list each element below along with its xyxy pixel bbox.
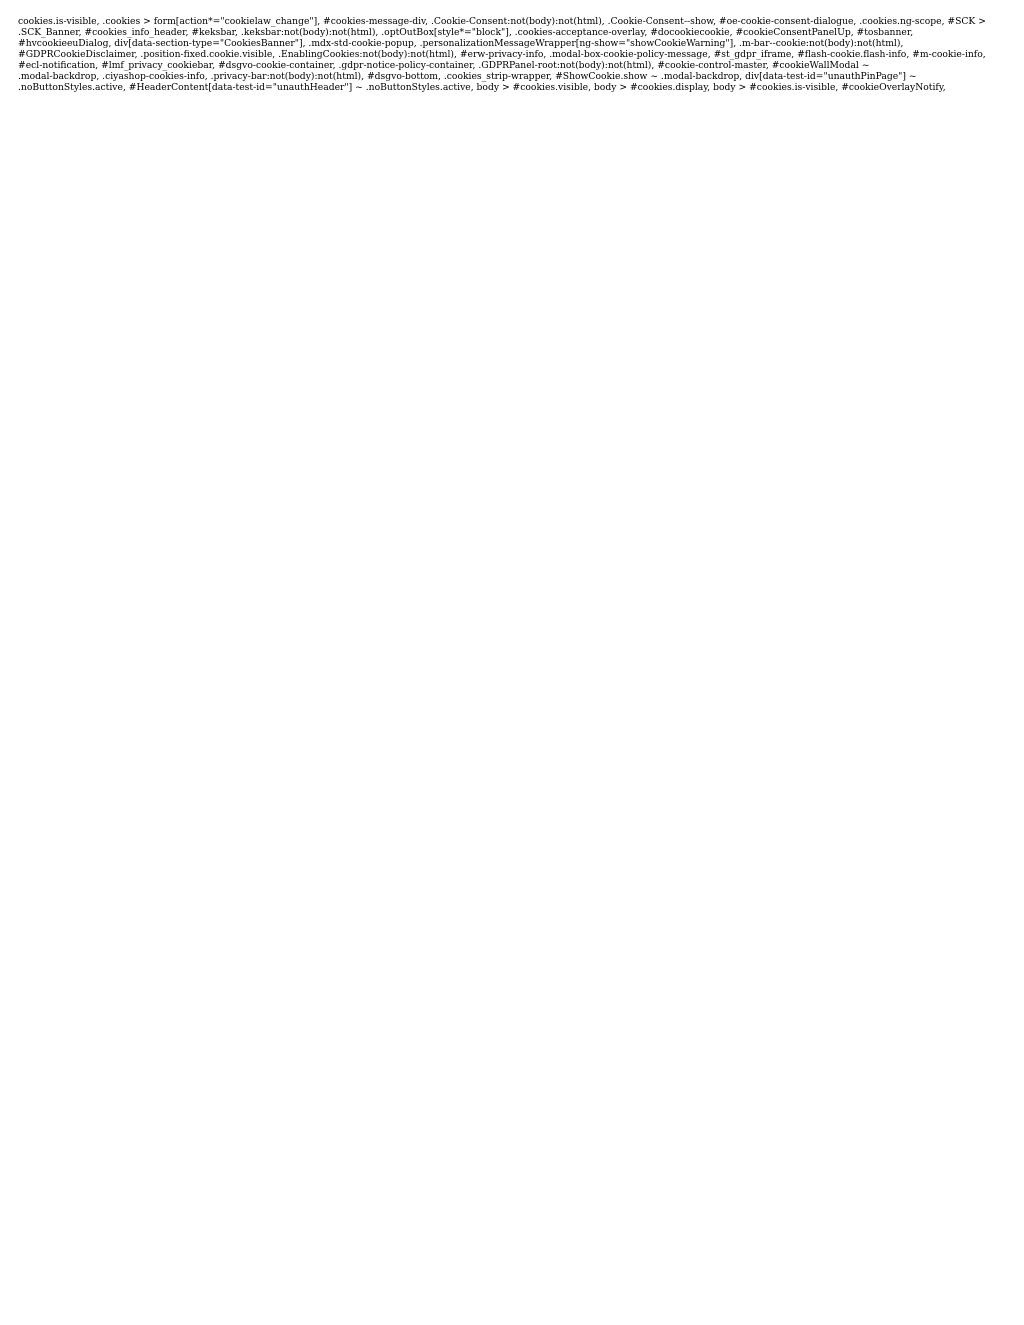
- text-line: .modal-backdrop, .ciyashop-cookies-info, .privacy-bar:not(body):not(html), #dsgvo-bottom, .cookies_strip-wrapper, #ShowCookie.show ~ .modal-backdrop, div[data-test-id="unauthPinPage"] ~: [18, 71, 917, 82]
- text-line: #ecl-notification, #lmf_privacy_cookiebar, #dsgvo-cookie-container, .gdpr-notice-policy-container, .GDPRPanel-root:not(body):not(html), #cookie-control-master, #cookieWallModal ~: [18, 60, 870, 71]
- text-line: cookies.is-visible, .cookies > form[action*="cookielaw_change"], #cookies-message-div, .Cookie-Consent:not(body):not(html), .Cookie-Consent--show, #oe-cookie-consent-dialogue, .cookies.ng-scope, #SCK >: [18, 16, 986, 27]
- text-line: #GDPRCookieDisclaimer, .position-fixed.cookie.visible, .EnablingCookies:not(body):not(html), #erw-privacy-info, .modal-box-cookie-policy-message, #st_gdpr_iframe, #flash-cookie.flash-info, #m-cookie-info,: [18, 49, 986, 60]
- text-line: .noButtonStyles.active, #HeaderContent[data-test-id="unauthHeader"] ~ .noButtonStyles.active, body > #cookies.visible, body > #cookies.display, body > #cookies.is-visible, #cookieOverlayNotify,: [18, 82, 946, 93]
- text-line: .SCK_Banner, #cookies_info_header, #keksbar, .keksbar:not(body):not(html), .optOutBox[style*="block"], .cookies-acceptance-overlay, #docookiecookie, #cookieConsentPanelUp, #tosbanner,: [18, 27, 914, 38]
- text-line: #hvcookieeuDialog, div[data-section-type="CookiesBanner"], .mdx-std-cookie-popup, .personalizationMessageWrapper[ng-show="showCookieWarning"], .m-bar--cookie:not(body):not(html),: [18, 38, 904, 49]
